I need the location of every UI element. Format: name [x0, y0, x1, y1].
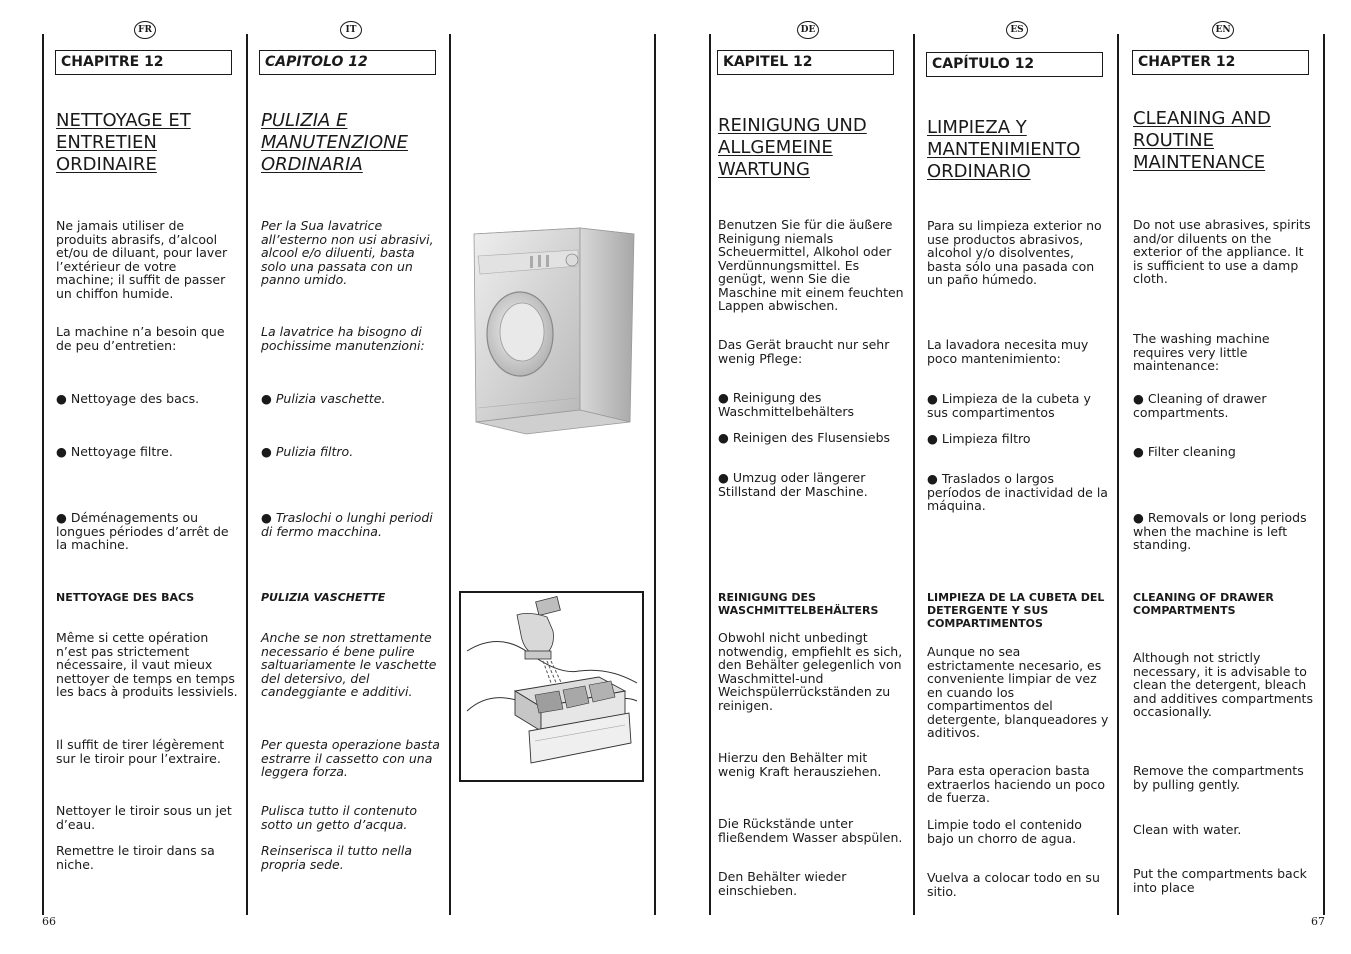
- bullet-item: ● Déménagements ou longues périodes d’arrêt de la machine.: [56, 510, 229, 552]
- bullet-item: ● Traslados o largos períodos de inactividad de la máquina.: [927, 471, 1108, 513]
- paragraph: Hierzu den Behälter mit wenig Kraft herausziehen.: [718, 750, 882, 779]
- drawer-cleaning-illustration: [459, 591, 644, 782]
- washing-machine-illustration: [462, 222, 644, 454]
- paragraph: Remove the compartments by pulling gently.: [1133, 763, 1304, 792]
- page-number-right: 67: [1311, 915, 1325, 928]
- paragraph: Aunque no sea estrictamente necesario, es conveniente limpiar de vez en cuando los compartimentos del detergente, blanqueadores y aditivos.: [927, 644, 1109, 740]
- paragraph: Das Gerät braucht nur sehr wenig Pflege:: [718, 337, 890, 366]
- subsection-heading: NETTOYAGE DES BACS: [56, 591, 195, 604]
- chapter-label-fr: CHAPITRE 12: [55, 50, 232, 75]
- column-divider: [709, 34, 711, 915]
- paragraph: Clean with water.: [1133, 822, 1242, 837]
- section-title-en: CLEANING AND ROUTINE MAINTENANCE: [1133, 108, 1271, 173]
- subsection-heading: PULIZIA VASCHETTE: [261, 591, 386, 604]
- paragraph: Put the compartments back into place: [1133, 866, 1307, 895]
- bullet-item: ● Umzug oder längerer Stillstand der Maschine.: [718, 470, 868, 499]
- paragraph: Remettre le tiroir dans sa niche.: [56, 843, 215, 872]
- bullet-item: ● Reinigung des Waschmittelbehälters: [718, 390, 855, 419]
- language-badge-de: DE: [797, 21, 819, 39]
- column-divider: [42, 34, 44, 915]
- section-title-fr: NETTOYAGE ET ENTRETIEN ORDINAIRE: [56, 110, 191, 175]
- language-badge-es: ES: [1006, 21, 1028, 39]
- chapter-label-de: KAPITEL 12: [717, 50, 894, 75]
- paragraph: Reinserisca il tutto nella propria sede.: [261, 843, 412, 872]
- bullet-item: ● Pulizia vaschette.: [261, 391, 386, 406]
- section-title-it: PULIZIA E MANUTENZIONE ORDINARIA: [261, 110, 408, 175]
- paragraph: La lavadora necesita muy poco mantenimiento:: [927, 337, 1089, 366]
- subsection-heading: REINIGUNG DES WASCHMITTELBEHÄLTERS: [718, 591, 879, 617]
- paragraph: Para esta operacion basta extraerlos haciendo un poco de fuerza.: [927, 763, 1106, 805]
- paragraph: Obwohl nicht unbedingt notwendig, empfiehlt es sich, den Behälter gelegenlich von Waschmittel-und Weichspülerrückständen zu reinigen.: [718, 630, 903, 713]
- paragraph: Benutzen Sie für die äußere Reinigung niemals Scheuermittel, Alkohol oder Verdünnungsmittel. Es genügt, wenn Sie die Maschine mit einem feuchten Lappen abwischen.: [718, 217, 904, 313]
- paragraph: Ne jamais utiliser de produits abrasifs, d’alcool et/ou de diluant, pour laver l’extérieur de votre machine; il suffit de passer un chiffon humide.: [56, 218, 228, 301]
- chapter-label-es: CAPÍTULO 12: [926, 52, 1103, 77]
- paragraph: Do not use abrasives, spirits and/or diluents on the exterior of the appliance. It is sufficient to use a damp cloth.: [1133, 217, 1311, 286]
- chapter-label-en: CHAPTER 12: [1132, 50, 1309, 75]
- paragraph: Per questa operazione basta estrarre il cassetto con una leggera forza.: [261, 737, 440, 779]
- paragraph: La machine n’a besoin que de peu d’entretien:: [56, 324, 225, 353]
- chapter-label-it: CAPITOLO 12: [259, 50, 436, 75]
- language-badge-it: IT: [340, 21, 362, 39]
- column-divider: [449, 34, 451, 915]
- page-divider: [654, 34, 656, 915]
- bullet-item: ● Traslochi o lunghi periodi di fermo macchina.: [261, 510, 433, 539]
- paragraph: Den Behälter wieder einschieben.: [718, 869, 847, 898]
- column-divider: [1117, 34, 1119, 915]
- bullet-item: ● Pulizia filtro.: [261, 444, 354, 459]
- bullet-item: ● Nettoyage des bacs.: [56, 391, 200, 406]
- language-badge-fr: FR: [134, 21, 156, 39]
- paragraph: Il suffit de tirer légèrement sur le tiroir pour l’extraire.: [56, 737, 225, 766]
- page-number-left: 66: [42, 915, 56, 928]
- paragraph: Although not strictly necessary, it is advisable to clean the detergent, bleach and additives compartments occasionally.: [1133, 650, 1313, 719]
- column-divider: [246, 34, 248, 915]
- paragraph: Nettoyer le tiroir sous un jet d’eau.: [56, 803, 232, 832]
- paragraph: Pulisca tutto il contenuto sotto un getto d’acqua.: [261, 803, 418, 832]
- section-title-es: LIMPIEZA Y MANTENIMIENTO ORDINARIO: [927, 117, 1081, 182]
- paragraph: Per la Sua lavatrice all’esterno non usi abrasivi, alcool e/o diluenti, basta solo una passata con un panno umido.: [261, 218, 434, 287]
- bullet-item: ● Limpieza de la cubeta y sus compartimentos: [927, 391, 1091, 420]
- bullet-item: ● Limpieza filtro: [927, 431, 1031, 446]
- bullet-item: ● Cleaning of drawer compartments.: [1133, 391, 1267, 420]
- column-divider: [1323, 34, 1325, 915]
- paragraph: Para su limpieza exterior no use productos abrasivos, alcohol y/o disolventes, basta sólo una pasada con un paño húmedo.: [927, 218, 1102, 287]
- section-title-de: REINIGUNG UND ALLGEMEINE WARTUNG: [718, 115, 867, 180]
- paragraph: Limpie todo el contenido bajo un chorro de agua.: [927, 817, 1082, 846]
- bullet-item: ● Filter cleaning: [1133, 444, 1236, 459]
- subsection-heading: CLEANING OF DRAWER COMPARTMENTS: [1133, 591, 1274, 617]
- bullet-item: ● Nettoyage filtre.: [56, 444, 173, 459]
- paragraph: Anche se non strettamente necessario é bene pulire saltuariamente le vaschette del detersivo, del candeggiante e additivi.: [261, 630, 437, 699]
- paragraph: Vuelva a colocar todo en su sitio.: [927, 870, 1100, 899]
- paragraph: La lavatrice ha bisogno di pochissime manutenzioni:: [261, 324, 425, 353]
- bullet-item: ● Removals or long periods when the machine is left standing.: [1133, 510, 1307, 552]
- paragraph: Die Rückstände unter fließendem Wasser abspülen.: [718, 816, 903, 845]
- paragraph: The washing machine requires very little maintenance:: [1133, 331, 1270, 373]
- subsection-heading: LIMPIEZA DE LA CUBETA DEL DETERGENTE Y SUS COMPARTIMENTOS: [927, 591, 1105, 630]
- column-divider: [913, 34, 915, 915]
- bullet-item: ● Reinigen des Flusensiebs: [718, 430, 891, 445]
- paragraph: Même si cette opération n’est pas strictement nécessaire, il vaut mieux nettoyer de temps en temps les bacs à produits lessiviels.: [56, 630, 238, 699]
- language-badge-en: EN: [1212, 21, 1234, 39]
